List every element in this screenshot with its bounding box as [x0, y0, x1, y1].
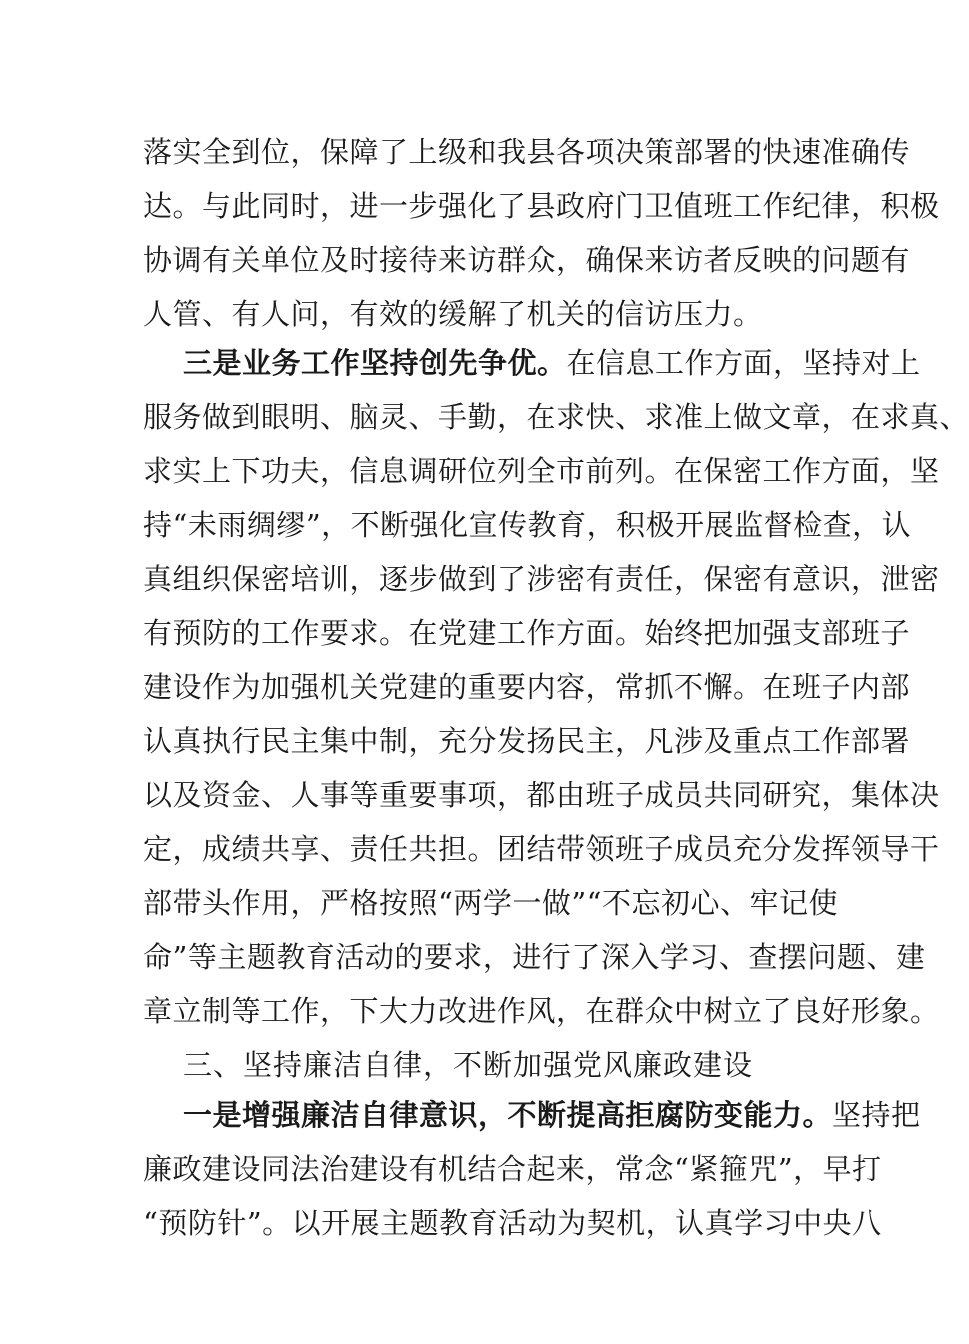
- paragraph-2-line: 命”等主题教育活动的要求，进行了深入学习、查摆问题、建: [143, 940, 926, 974]
- paragraph-1-line: 人管、有人问，有效的缓解了机关的信访压力。: [143, 297, 763, 331]
- paragraph-2-line: 真组织保密培训，逐步做到了涉密有责任，保密有意识，泄密: [143, 562, 940, 596]
- paragraph-2-line: 认真执行民主集中制，充分发扬民主，凡涉及重点工作部署: [143, 724, 911, 758]
- paragraph-2-first-line: [183, 336, 921, 390]
- paragraph-2-line: 服务做到眼明、脑灵、手勤，在求快、求准上做文章，在求真、: [143, 400, 969, 434]
- paragraph-1-line: 达。与此同时，进一步强化了县政府门卫值班工作纪律，积极: [143, 189, 940, 223]
- paragraph-2-line: 求实上下功夫，信息调研位列全市前列。在保密工作方面，坚: [143, 454, 940, 488]
- paragraph-2-first-line-rest: 在信息工作方面，坚持对上: [566, 346, 921, 380]
- paragraph-2-line: 部带头作用，严格按照“两学一做”“不忘初心、牢记使: [143, 886, 838, 920]
- paragraph-1-line: 落实全到位，保障了上级和我县各项决策部署的快速准确传: [143, 135, 911, 169]
- paragraph-2-line: 持“未雨绸缪”，不断强化宣传教育，积极开展监督检查，认: [143, 508, 912, 542]
- paragraph-2-line: 定，成绩共享、责任共担。团结带领班子成员充分发挥领导干: [143, 832, 940, 866]
- paragraph-2-line: 建设作为加强机关党建的重要内容，常抓不懈。在班子内部: [143, 670, 911, 704]
- paragraph-1-line: 协调有关单位及时接待来访群众，确保来访者反映的问题有: [143, 243, 911, 277]
- paragraph-3-line: “预防针”。以开展主题教育活动为契机，认真学习中央八: [143, 1206, 882, 1240]
- paragraph-2-line: 章立制等工作，下大力改进作风，在群众中树立了良好形象。: [143, 994, 940, 1028]
- paragraph-2-line: 以及资金、人事等重要事项，都由班子成员共同研究，集体决: [143, 778, 940, 812]
- section-heading: 三、坚持廉洁自律，不断加强党风廉政建设: [183, 1048, 754, 1082]
- paragraph-3-first-line-rest: 坚持把: [832, 1098, 921, 1132]
- paragraph-3-lead: 一是增强廉洁自律意识，不断提高拒腐防变能力。: [183, 1098, 833, 1132]
- paragraph-3-line: 廉政建设同法治建设有机结合起来，常念“紧箍咒”，早打: [143, 1152, 882, 1186]
- paragraph-2-line: 有预防的工作要求。在党建工作方面。始终把加强支部班子: [143, 616, 911, 650]
- paragraph-3-first-line: [183, 1088, 921, 1142]
- paragraph-2-lead: 三是业务工作坚持创先争优。: [183, 346, 567, 380]
